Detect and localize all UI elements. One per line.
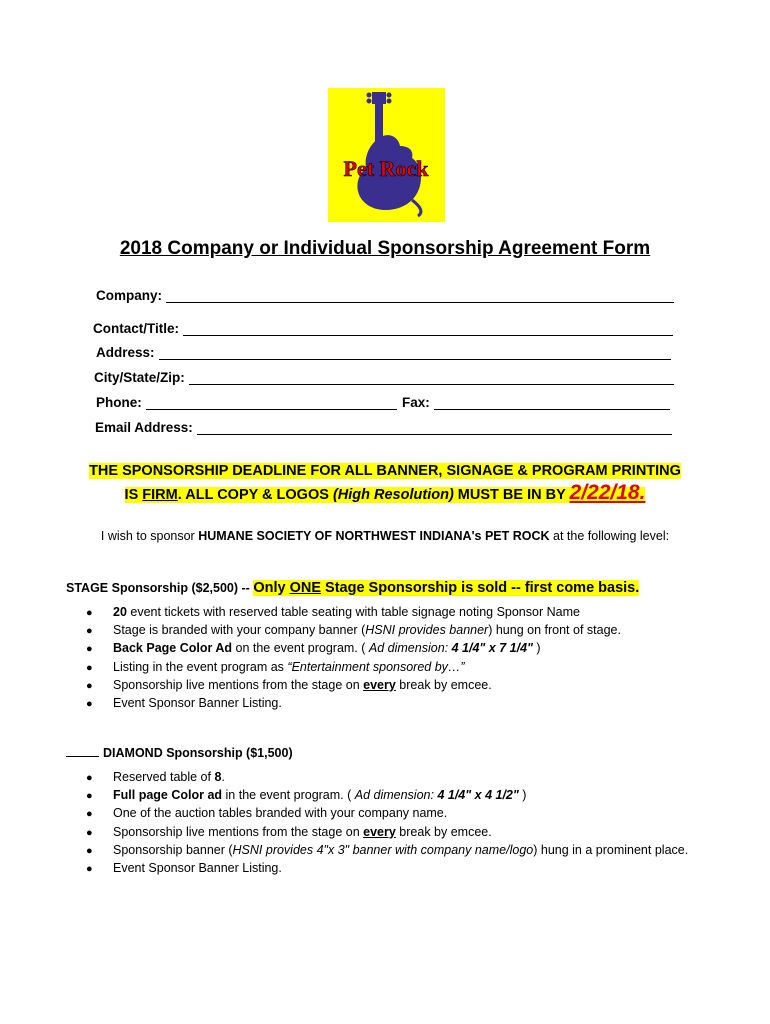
list-item: ● Full page Color ad in the event program. ( Ad dimension: 4 1/4" x 4 1/2" ): [86, 788, 527, 803]
stage-item1-text: event tickets with reserved table seating with table signage noting Sponsor Name: [126, 605, 580, 619]
stage-item4-italic: “Entertainment sponsored by…”: [287, 659, 465, 674]
stage-benefits-list: [86, 603, 621, 712]
intro-sentence: [0, 529, 770, 543]
stage-item3-dim: 4 1/4" x 7 1/4": [451, 641, 533, 656]
list-item: ● Event Sponsor Banner Listing.: [86, 695, 282, 710]
diamond-item4-post: break by emcee.: [395, 824, 492, 839]
email-label: Email Address:: [95, 420, 193, 435]
company-line[interactable]: [166, 288, 674, 303]
diamond-item4-pre: Sponsorship live mentions from the stage on: [113, 824, 364, 839]
form-title: 2018 Company or Individual Sponsorship Agreement Form: [119, 238, 651, 259]
list-item: ● Reserved table of 8.: [86, 770, 225, 784]
address-field[interactable]: [96, 345, 671, 360]
email-field[interactable]: [95, 420, 672, 435]
list-item: ● Sponsorship banner (HSNI provides 4"x 3" banner with company name/logo) hung in a prominent place.: [86, 842, 689, 857]
deadline-line1: THE SPONSORSHIP DEADLINE FOR ALL BANNER, SIGNAGE & PROGRAM PRINTING: [89, 463, 681, 479]
stage-item3-end: ): [532, 641, 541, 656]
city-field[interactable]: [94, 370, 674, 385]
contact-label: Contact/Title:: [93, 321, 180, 336]
email-line[interactable]: [197, 420, 672, 435]
intro-post: at the following level:: [549, 529, 670, 543]
stage-item3-bold: Back Page Color Ad: [113, 641, 233, 656]
city-line[interactable]: [189, 370, 674, 385]
diamond-heading: [66, 746, 293, 760]
diamond-item2-bold: Full page Color ad: [113, 788, 223, 803]
deadline-firm: FIRM: [142, 487, 178, 503]
address-line[interactable]: [159, 345, 671, 360]
list-item: ● 20 event tickets with reserved table seating with table signage noting Sponsor Name: [86, 605, 580, 619]
deadline-mustbe: MUST BE IN BY: [453, 487, 570, 503]
stage-item3-italic: Ad dimension:: [368, 641, 452, 656]
list-item: ● Back Page Color Ad on the event program. ( Ad dimension: 4 1/4" x 7 1/4" ): [86, 641, 541, 656]
stage-item5-pre: Sponsorship live mentions from the stage on: [113, 677, 364, 692]
stage-item2-post: ) hung on front of stage.: [488, 623, 621, 638]
stage-item1-bold: 20: [113, 605, 127, 619]
diamond-checkbox-line[interactable]: [66, 756, 99, 757]
intro-org: HUMANE SOCIETY OF NORTHWEST INDIANA's PET ROCK: [198, 529, 550, 543]
stage-heading: [66, 580, 639, 596]
intro-pre: I wish to sponsor: [100, 529, 199, 543]
stage-item3-mid: on the event program. (: [232, 641, 369, 656]
phone-field[interactable]: [96, 395, 397, 410]
diamond-item2-mid: in the event program. (: [222, 788, 355, 803]
stage-item2-pre: Stage is branded with your company banner (: [113, 623, 366, 638]
deadline-hires: (High Resolution): [332, 487, 454, 503]
fax-field[interactable]: [402, 395, 670, 410]
fax-line[interactable]: [434, 395, 670, 410]
diamond-item2-dim: 4 1/4" x 4 1/2": [437, 788, 519, 803]
contact-field[interactable]: [93, 321, 673, 336]
diamond-item2-italic: Ad dimension:: [354, 788, 438, 803]
fax-label: Fax:: [402, 395, 430, 410]
diamond-heading-text: DIAMOND Sponsorship ($1,500): [103, 746, 293, 760]
diamond-item6: Event Sponsor Banner Listing.: [113, 860, 282, 875]
diamond-item2-end: ): [518, 788, 527, 803]
pet-rock-logo: [328, 88, 445, 222]
diamond-benefits-list: [86, 768, 688, 877]
stage-hl-one: ONE: [289, 580, 321, 596]
stage-item4-pre: Listing in the event program as: [113, 659, 288, 674]
diamond-item1-pre: Reserved table of: [113, 770, 215, 784]
diamond-item5-post: ) hung in a prominent place.: [533, 842, 689, 857]
stage-heading-text: STAGE Sponsorship ($2,500) --: [66, 581, 254, 595]
address-label: Address:: [96, 345, 155, 360]
stage-hl-post: Stage Sponsorship is sold -- first come basis.: [321, 580, 640, 596]
diamond-item3: One of the auction tables branded with your company name.: [113, 806, 448, 821]
deadline-notice: [0, 460, 770, 506]
list-item: ● Sponsorship live mentions from the stage on every break by emcee.: [86, 677, 492, 692]
list-item: ● Stage is branded with your company banner (HSNI provides banner) hung on front of stage.: [86, 623, 621, 638]
deadline-is: IS: [124, 487, 143, 503]
stage-hl-pre: Only: [253, 580, 290, 596]
company-field[interactable]: [96, 288, 674, 303]
stage-item5-post: break by emcee.: [395, 677, 492, 692]
stage-item2-italic: HSNI provides banner: [365, 623, 489, 638]
contact-line[interactable]: [183, 321, 673, 336]
diamond-item1-bold: 8: [214, 770, 222, 784]
list-item: ● One of the auction tables branded with your company name.: [86, 806, 448, 821]
diamond-item4-every: every: [363, 824, 396, 839]
stage-item5-every: every: [363, 677, 396, 692]
phone-line[interactable]: [146, 395, 397, 410]
phone-label: Phone:: [96, 395, 142, 410]
list-item: ● Event Sponsor Banner Listing.: [86, 860, 282, 875]
list-item: ● Sponsorship live mentions from the stage on every break by emcee.: [86, 824, 492, 839]
deadline-mid: . ALL COPY & LOGOS: [177, 487, 333, 503]
diamond-item5-italic: HSNI provides 4"x 3" banner with company name/logo: [232, 842, 534, 857]
stage-item6: Event Sponsor Banner Listing.: [113, 695, 282, 710]
diamond-item5-pre: Sponsorship banner (: [113, 842, 233, 857]
list-item: ● Listing in the event program as “Entertainment sponsored by…”: [86, 659, 465, 674]
city-label: City/State/Zip:: [94, 370, 185, 385]
company-label: Company:: [96, 288, 163, 303]
deadline-date: 2/22/18.: [569, 481, 646, 504]
logo-text: Pet Rock: [343, 156, 429, 181]
diamond-item1-post: .: [221, 770, 225, 784]
